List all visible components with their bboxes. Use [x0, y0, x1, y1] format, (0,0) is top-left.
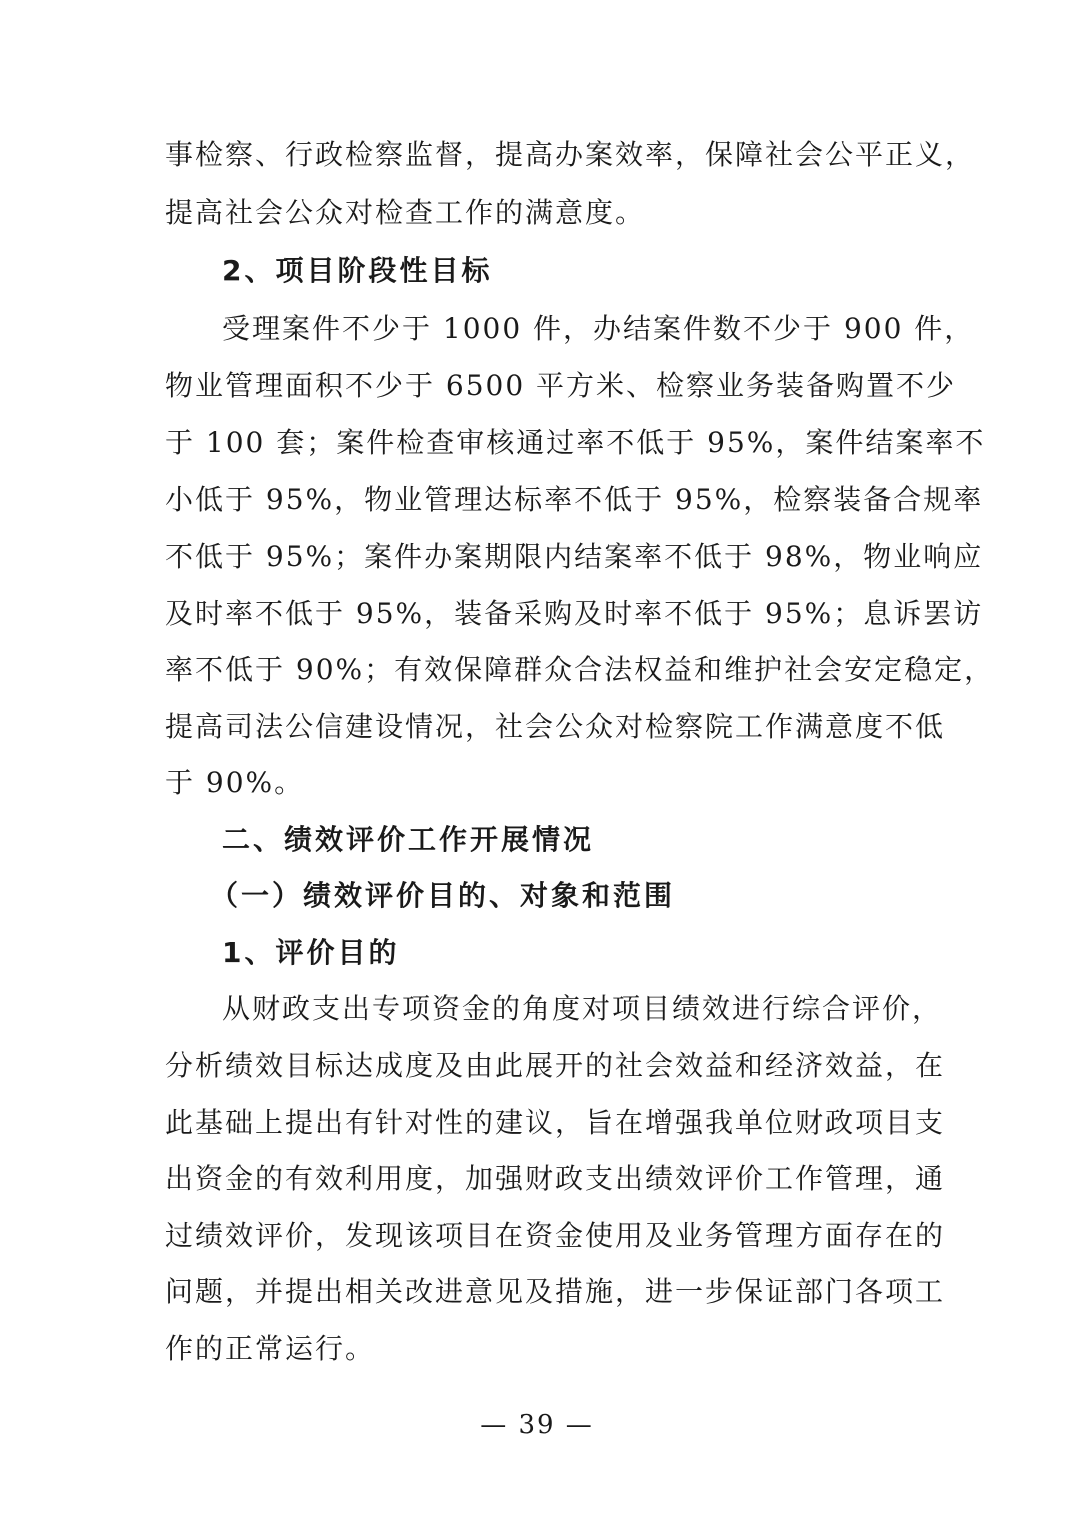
body-text-line: 率不低于 90%；有效保障群众合法权益和维护社会安定稳定，	[165, 653, 995, 686]
body-text-line: 及时率不低于 95%，装备采购及时率不低于 95%；息诉罢访	[165, 597, 984, 630]
body-text-line: 提高社会公众对检查工作的满意度。	[165, 196, 646, 229]
body-text-line: 从财政支出专项资金的角度对项目绩效进行综合评价，	[222, 992, 943, 1025]
body-text-line: 受理案件不少于 1000 件，办结案件数不少于 900 件，	[222, 312, 975, 345]
subsection-heading: 1、评价目的	[222, 936, 400, 969]
body-text-line: 于 90%。	[165, 766, 305, 799]
page-number: — 39 —	[480, 1410, 594, 1440]
body-text-line: 提高司法公信建设情况，社会公众对检察院工作满意度不低	[165, 710, 946, 743]
body-text-line: 于 100 套；案件检查审核通过率不低于 95%，案件结案率不	[165, 426, 986, 459]
body-text-line: 问题，并提出相关改进意见及措施，进一步保证部门各项工	[165, 1275, 946, 1308]
body-text-line: 物业管理面积不少于 6500 平方米、检察业务装备购置不少	[165, 369, 957, 402]
body-text-line: 分析绩效目标达成度及由此展开的社会效益和经济效益，在	[165, 1049, 946, 1082]
subsection-heading: （一）绩效评价目的、对象和范围	[210, 879, 676, 912]
body-text-line: 出资金的有效利用度，加强财政支出绩效评价工作管理，通	[165, 1162, 946, 1195]
subsection-heading: 2、项目阶段性目标	[222, 254, 493, 287]
body-text-line: 小低于 95%，物业管理达标率不低于 95%，检察装备合规率	[165, 483, 984, 516]
section-heading: 二、绩效评价工作开展情况	[222, 823, 595, 856]
body-text-line: 事检察、行政检察监督，提高办案效率，保障社会公平正义，	[165, 138, 976, 171]
body-text-line: 此基础上提出有针对性的建议，旨在增强我单位财政项目支	[165, 1106, 946, 1139]
body-text-line: 作的正常运行。	[165, 1332, 376, 1365]
body-text-line: 不低于 95%；案件办案期限内结案率不低于 98%，物业响应	[165, 540, 984, 573]
body-text-line: 过绩效评价，发现该项目在资金使用及业务管理方面存在的	[165, 1219, 946, 1252]
